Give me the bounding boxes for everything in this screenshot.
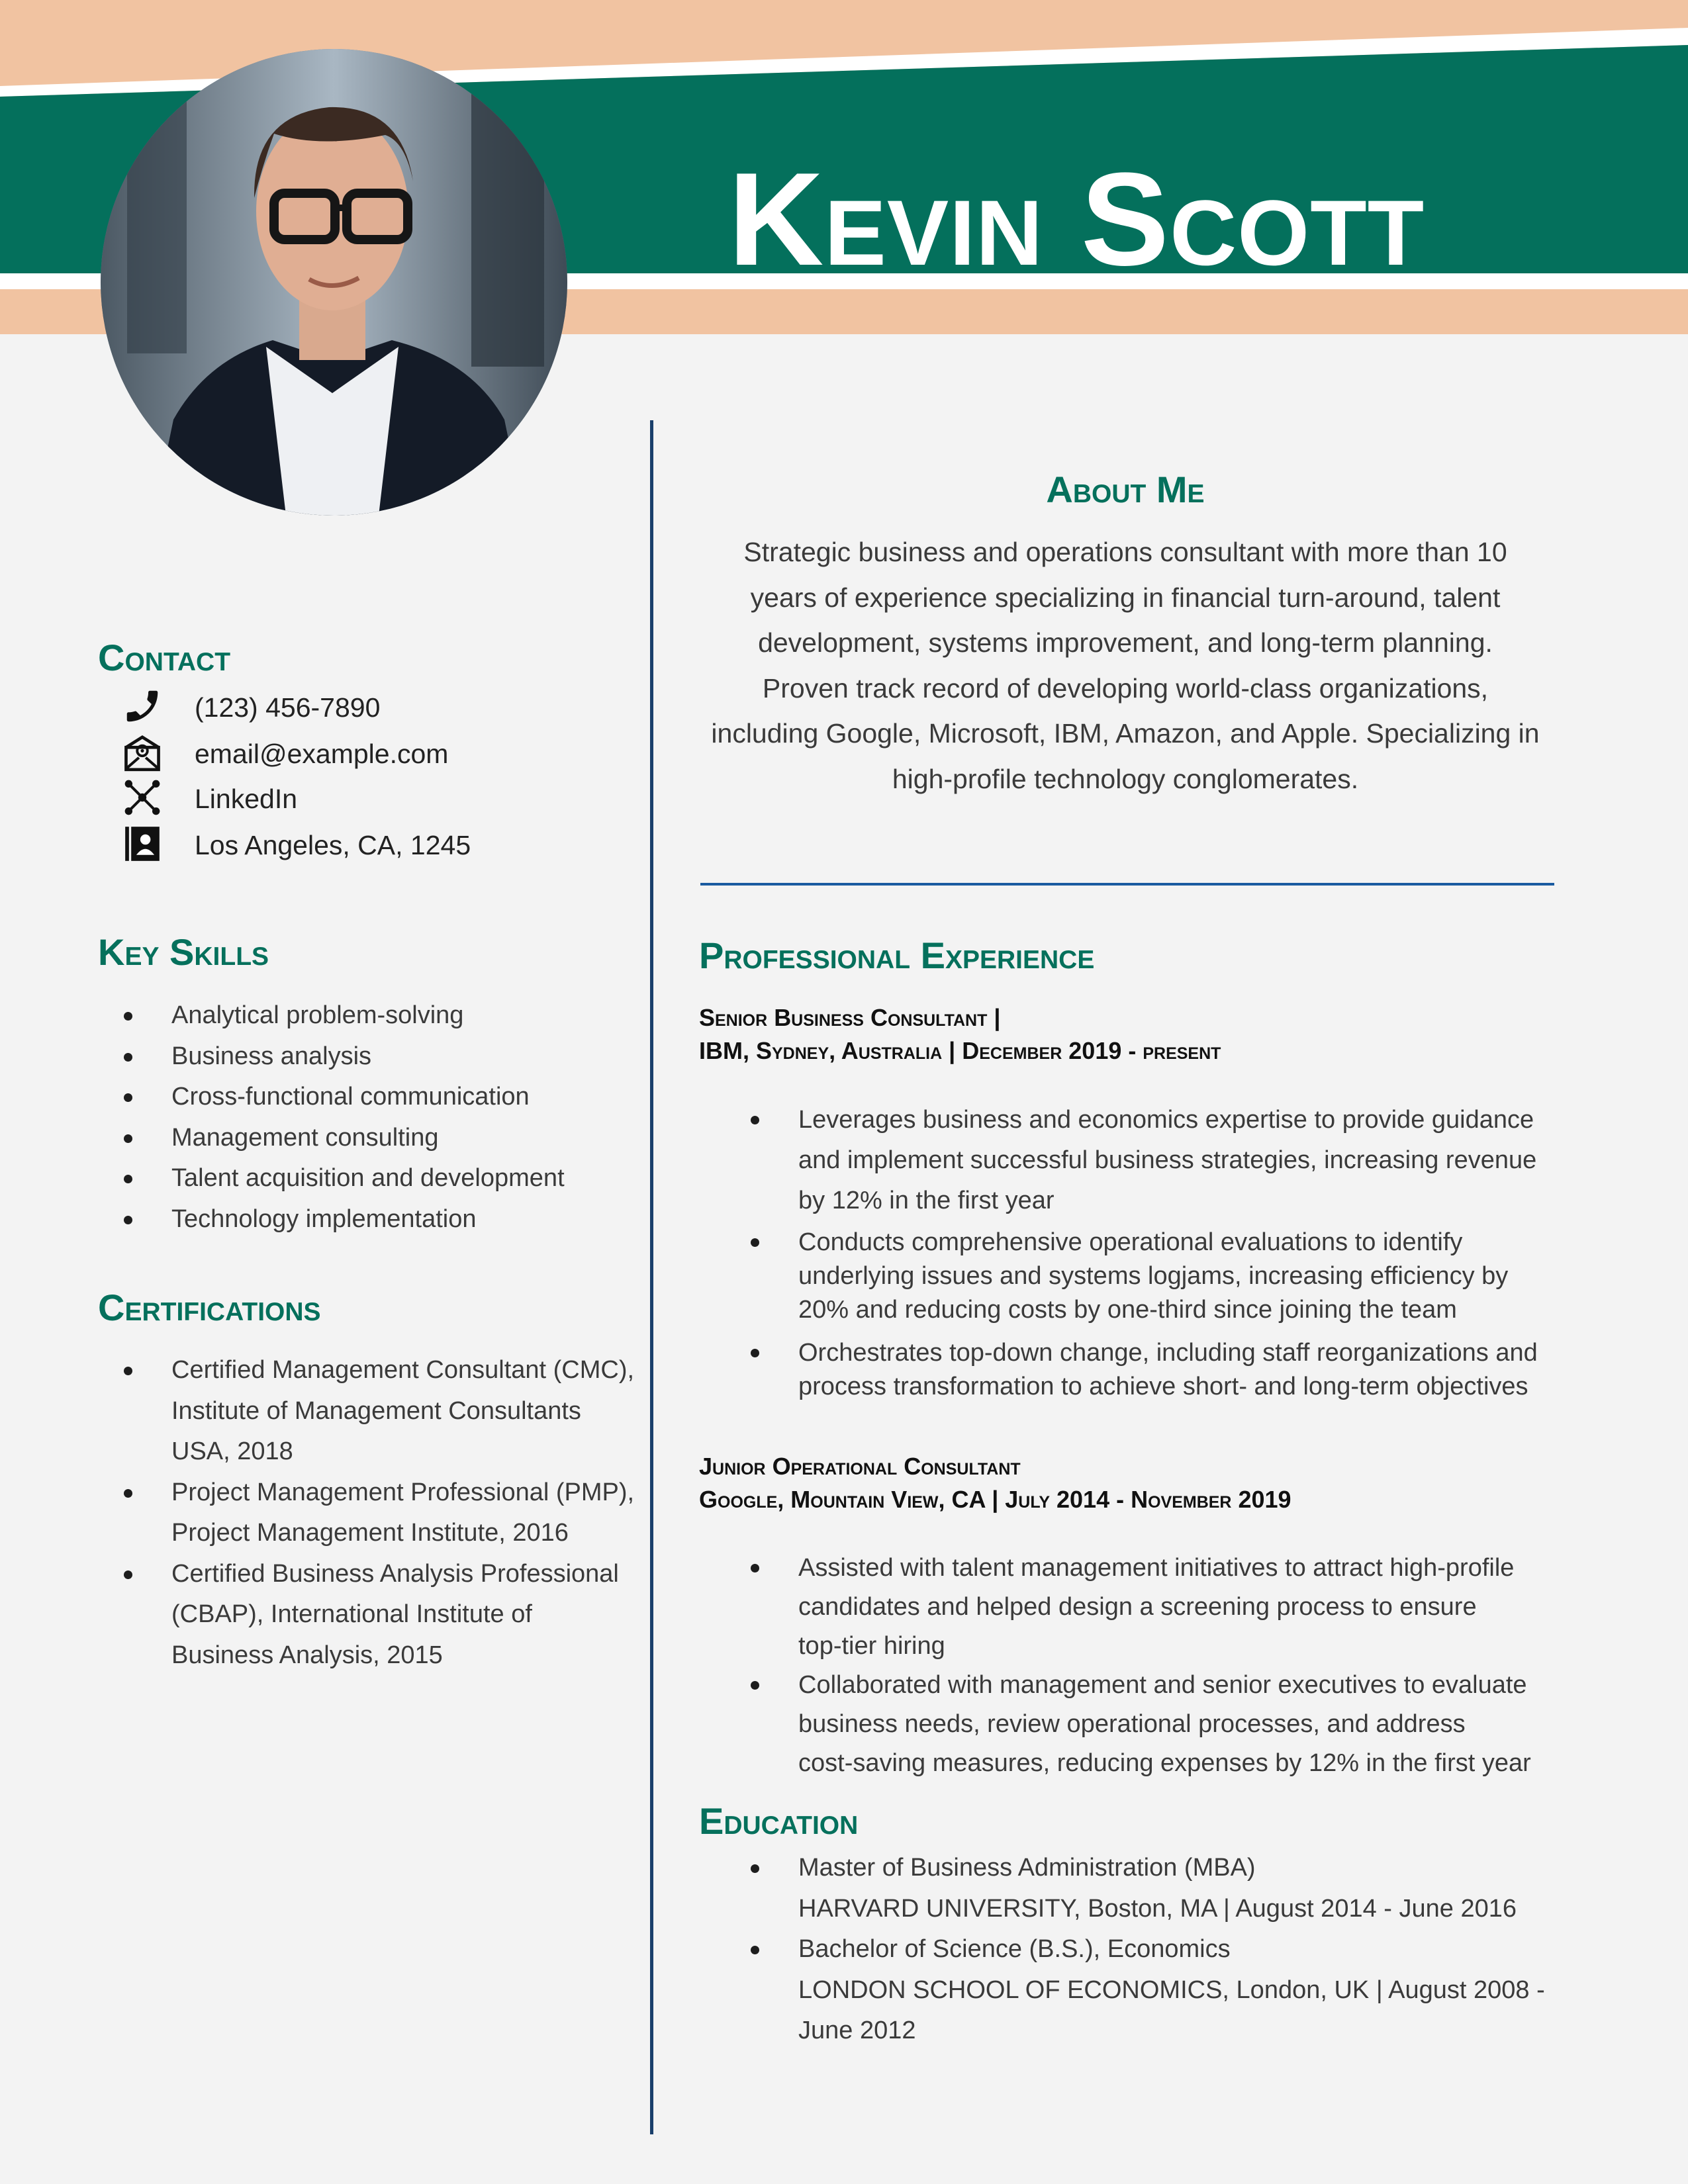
education-list: [798, 1848, 1560, 2052]
bullet-icon: [124, 1134, 132, 1143]
list-item: Technology implementation: [171, 1199, 635, 1240]
job-meta: Google, Mountain View, CA | July 2014 - November 2019: [699, 1486, 1291, 1513]
certifications-list: [171, 1350, 648, 1676]
certifications-heading: Certifications: [98, 1287, 321, 1328]
list-item: Leverages business and economics expertise to provide guidance and implement successful business strategies, increasing revenue by 12% in the first year: [798, 1100, 1560, 1221]
job-bullets: [798, 1100, 1560, 1404]
job-bullets: [798, 1549, 1560, 1783]
list-item: Certified Management Consultant (CMC), Institute of Management Consultants USA, 2018: [171, 1350, 648, 1473]
job-meta: IBM, Sydney, Australia | December 2019 - present: [699, 1037, 1221, 1064]
list-item: Assisted with talent management initiatives to attract high-profile candidates and helped design a screening process to ensure top-tier hiring: [798, 1549, 1560, 1666]
address-icon: [122, 823, 163, 864]
bullet-icon: [751, 1946, 759, 1954]
list-item: Master of Business Administration (MBA) HARVARD UNIVERSITY, Boston, MA | August 2014 - June 2016: [798, 1848, 1560, 1929]
list-item: Analytical problem-solving: [171, 995, 635, 1036]
bullet-icon: [751, 1681, 759, 1690]
list-item: Bachelor of Science (B.S.), Economics LONDON SCHOOL OF ECONOMICS, London, UK | August 2008 - June 2012: [798, 1929, 1560, 2052]
education-heading: Education: [699, 1800, 859, 1842]
list-item: Talent acquisition and development: [171, 1158, 635, 1199]
profile-photo: [101, 49, 567, 516]
list-item: Business analysis: [171, 1036, 635, 1077]
contact-email[interactable]: [119, 732, 622, 777]
bullet-icon: [124, 1216, 132, 1224]
contact-address: [119, 823, 622, 868]
bullet-icon: [751, 1349, 759, 1357]
list-item: Collaborated with management and senior executives to evaluate business needs, review operational processes, and address cost-saving measures, reducing expenses by 12% in the first year: [798, 1666, 1560, 1783]
linkedin-icon: [122, 777, 163, 818]
contact-phone[interactable]: [119, 686, 622, 731]
list-item: Certified Business Analysis Professional (CBAP), International Institute of Business Analysis, 2015: [171, 1554, 648, 1676]
bullet-icon: [124, 1367, 132, 1375]
about-heading: About Me: [1046, 469, 1205, 510]
bullet-icon: [124, 1093, 132, 1102]
list-item: Management consulting: [171, 1118, 635, 1159]
experience-heading: Professional Experience: [699, 934, 1095, 976]
list-item: Project Management Professional (PMP), Project Management Institute, 2016: [171, 1473, 648, 1554]
bullet-icon: [751, 1238, 759, 1247]
list-item: Conducts comprehensive operational evaluations to identify underlying issues and systems logjams, increasing efficiency by 20% and reducing costs by one-third since joining the team: [798, 1226, 1560, 1327]
phone-number: (123) 456-7890: [195, 692, 381, 723]
section-divider: [700, 883, 1554, 886]
list-item: Cross-functional communication: [171, 1077, 635, 1118]
linkedin-label: LinkedIn: [195, 784, 298, 814]
bullet-icon: [124, 1175, 132, 1183]
list-item: Orchestrates top-down change, including staff reorganizations and process transformation to achieve short- and long-term objectives: [798, 1336, 1560, 1404]
bullet-icon: [124, 1570, 132, 1579]
bullet-icon: [124, 1489, 132, 1498]
contact-linkedin[interactable]: [119, 777, 622, 822]
about-summary: Strategic business and operations consultant with more than 10 years of experience specializing in financial turn-around, talent development, systems improvement, and long-term planning. Proven track record of developing world-class organizations, including Google, Microsoft, IBM, Amazon, and Apple. Specializing in high-profile technology conglomerates.: [711, 537, 1540, 794]
key-skills-list: [171, 995, 635, 1240]
email-address: email@example.com: [195, 739, 449, 769]
column-divider: [650, 420, 653, 2134]
phone-icon: [122, 686, 163, 727]
address-text: Los Angeles, CA, 1245: [195, 830, 471, 860]
job-title: Senior Business Consultant |: [699, 1004, 1001, 1031]
key-skills-heading: Key Skills: [98, 931, 269, 973]
bullet-icon: [751, 1864, 759, 1873]
job-title: Junior Operational Consultant: [699, 1453, 1021, 1480]
bullet-icon: [751, 1564, 759, 1572]
candidate-name: Kevin Scott: [728, 146, 1425, 293]
contact-heading: Contact: [98, 637, 231, 678]
bullet-icon: [751, 1116, 759, 1124]
bullet-icon: [124, 1053, 132, 1062]
email-icon: [122, 732, 163, 773]
bullet-icon: [124, 1012, 132, 1021]
